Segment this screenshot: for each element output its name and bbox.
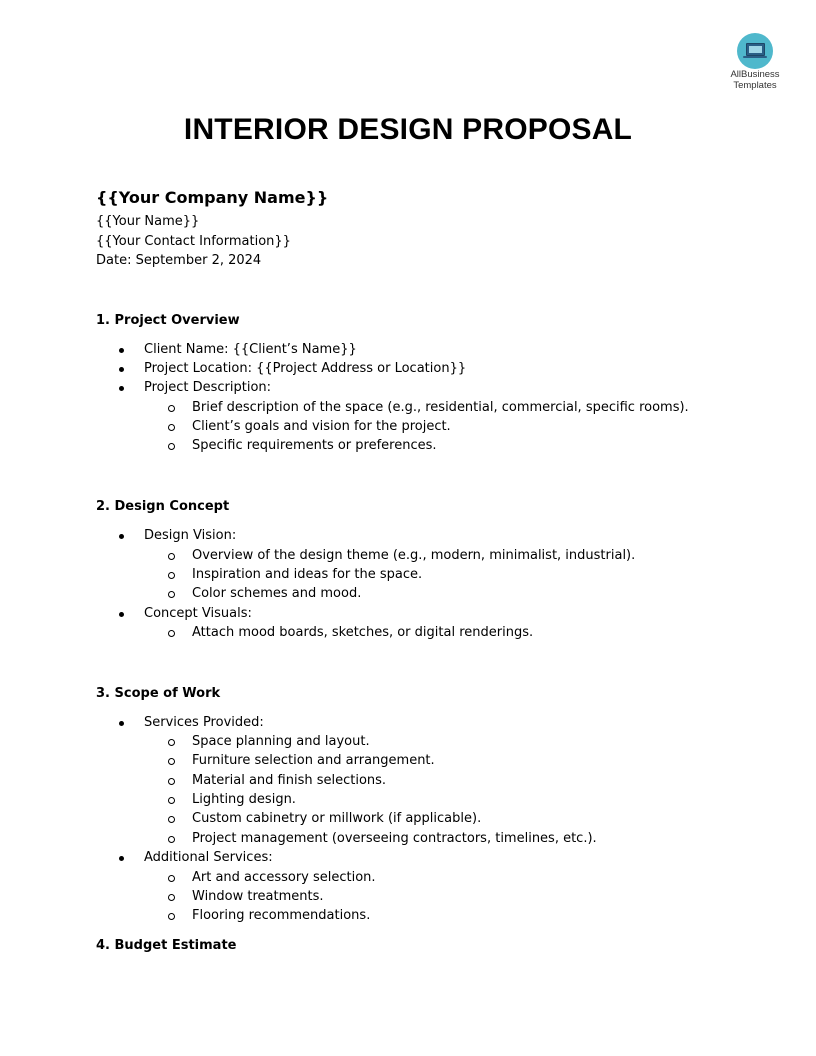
circle-bullet-icon — [168, 778, 175, 785]
sub-list-item: Furniture selection and arrangement. — [192, 753, 435, 769]
list-item: Services Provided: — [144, 715, 264, 731]
circle-bullet-icon — [168, 913, 175, 920]
bullet-icon — [119, 386, 124, 391]
circle-bullet-icon — [168, 875, 175, 882]
sub-list-item: Space planning and layout. — [192, 734, 370, 750]
sub-list-item: Lighting design. — [192, 792, 296, 808]
circle-bullet-icon — [168, 591, 175, 598]
sub-list-item: Flooring recommendations. — [192, 908, 370, 924]
section-heading-scope-of-work: 3. Scope of Work — [96, 686, 221, 701]
bullet-icon — [119, 534, 124, 539]
list-item: Concept Visuals: — [144, 606, 252, 622]
list-item: Design Vision: — [144, 528, 236, 544]
allbusiness-templates-logo — [722, 33, 788, 91]
sub-list-item: Client’s goals and vision for the project. — [192, 419, 451, 435]
sub-list-item: Color schemes and mood. — [192, 586, 361, 602]
circle-bullet-icon — [168, 739, 175, 746]
circle-bullet-icon — [168, 572, 175, 579]
sub-list-item: Overview of the design theme (e.g., modern, minimalist, industrial). — [192, 548, 635, 564]
sub-list-item: Specific requirements or preferences. — [192, 438, 437, 454]
bullet-icon — [119, 612, 124, 617]
sub-list-item: Inspiration and ideas for the space. — [192, 567, 422, 583]
document-date: Date: September 2, 2024 — [96, 253, 262, 268]
circle-bullet-icon — [168, 405, 175, 412]
sub-list-item: Brief description of the space (e.g., residential, commercial, specific rooms). — [192, 400, 689, 416]
bullet-icon — [119, 367, 124, 372]
document-title: INTERIOR DESIGN PROPOSAL — [183, 113, 633, 146]
list-item: Project Location: {{Project Address or Location}} — [144, 361, 466, 377]
bullet-icon — [119, 348, 124, 353]
circle-bullet-icon — [168, 443, 175, 450]
list-item: Additional Services: — [144, 850, 273, 866]
circle-bullet-icon — [168, 894, 175, 901]
laptop-icon — [737, 33, 773, 69]
circle-bullet-icon — [168, 816, 175, 823]
circle-bullet-icon — [168, 836, 175, 843]
your-name: {{Your Name}} — [96, 214, 200, 229]
bullet-icon — [119, 856, 124, 861]
company-name: {{Your Company Name}} — [96, 188, 329, 207]
circle-bullet-icon — [168, 553, 175, 560]
sub-list-item: Art and accessory selection. — [192, 870, 376, 886]
sub-list-item: Custom cabinetry or millwork (if applicable). — [192, 811, 481, 827]
sub-list-item: Material and finish selections. — [192, 773, 386, 789]
sub-list-item: Window treatments. — [192, 889, 324, 905]
section-heading-budget-estimate: 4. Budget Estimate — [96, 938, 237, 953]
list-item: Client Name: {{Client’s Name}} — [144, 342, 357, 358]
logo-text-line2: Templates — [733, 80, 777, 91]
bullet-icon — [119, 721, 124, 726]
section-heading-design-concept: 2. Design Concept — [96, 499, 230, 514]
circle-bullet-icon — [168, 797, 175, 804]
circle-bullet-icon — [168, 758, 175, 765]
contact-information: {{Your Contact Information}} — [96, 233, 291, 249]
circle-bullet-icon — [168, 630, 175, 637]
section-heading-project-overview: 1. Project Overview — [96, 313, 240, 328]
logo-text-line1: AllBusiness — [730, 69, 780, 80]
sub-list-item: Project management (overseeing contractors, timelines, etc.). — [192, 831, 597, 847]
sub-list-item: Attach mood boards, sketches, or digital renderings. — [192, 625, 533, 641]
header-meta — [96, 212, 291, 271]
circle-bullet-icon — [168, 424, 175, 431]
list-item: Project Description: — [144, 380, 271, 396]
